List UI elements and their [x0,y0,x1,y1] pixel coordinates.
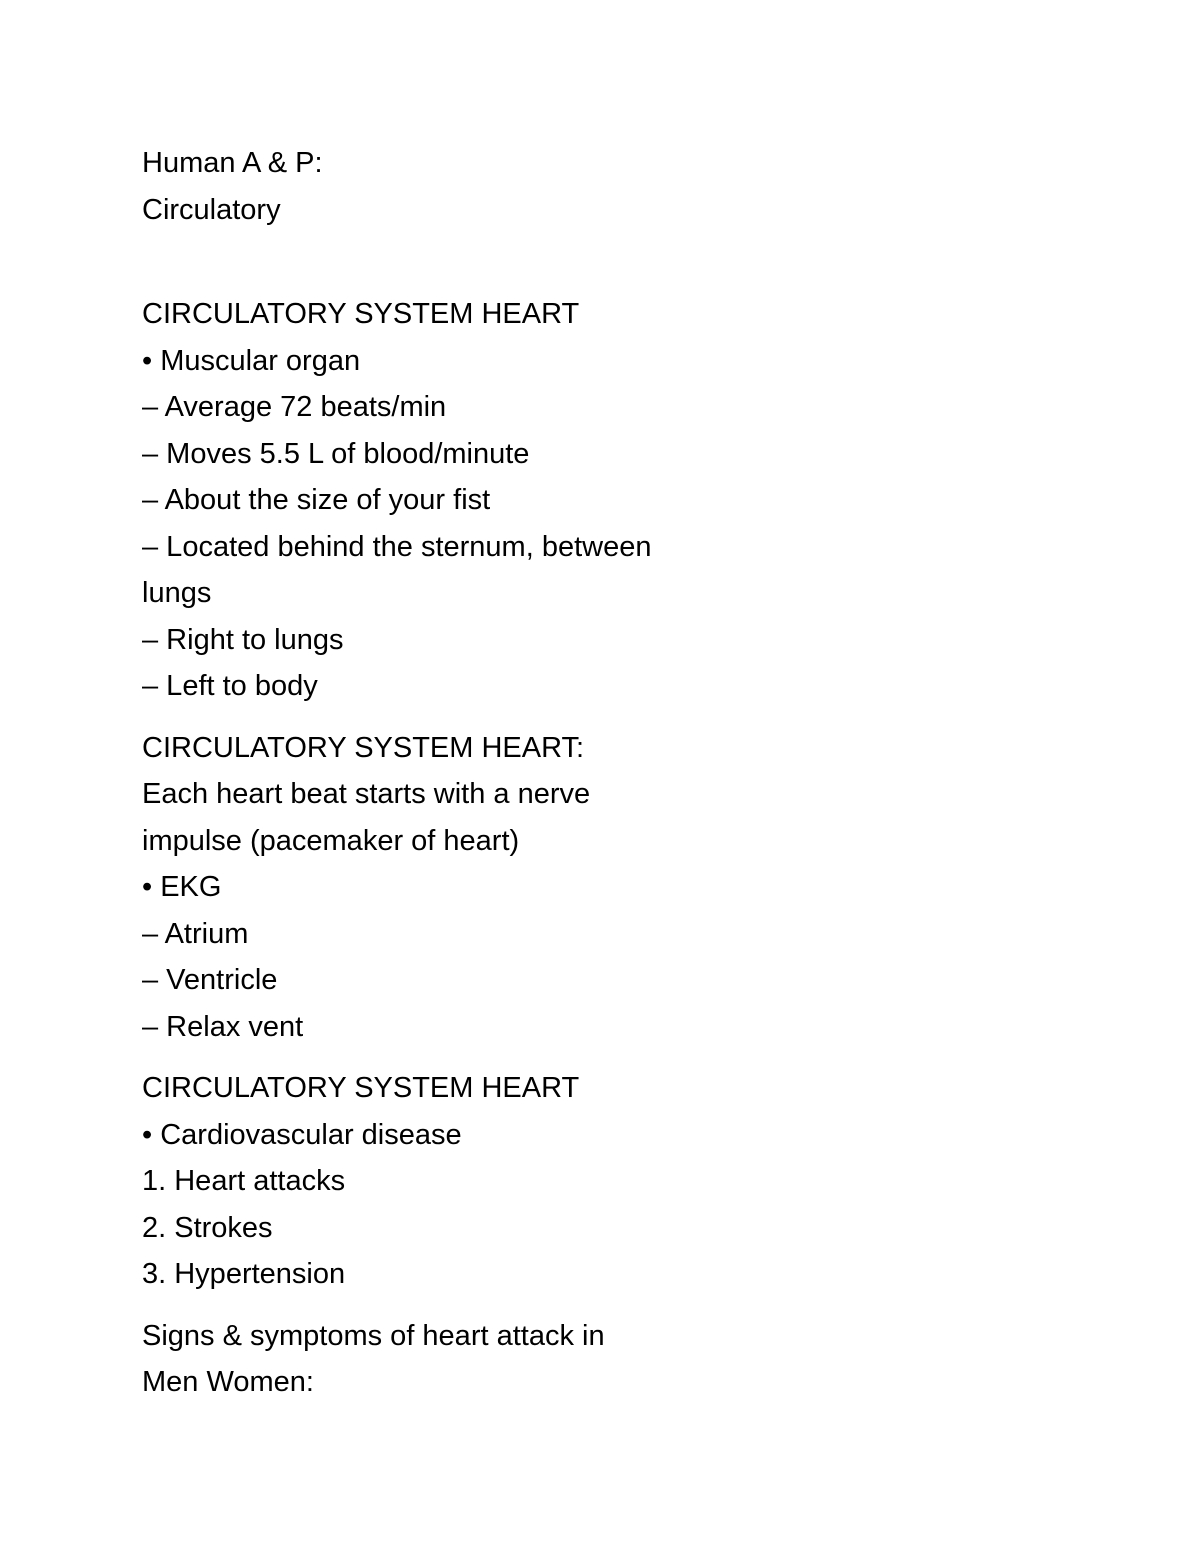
dash-line: – About the size of your fist [142,484,491,516]
spacer [142,1298,1042,1313]
dash-line: – Atrium [142,917,249,950]
section-heart-disease [142,1065,1042,1298]
dash-line: – Right to lungs [142,623,344,656]
section-heading: CIRCULATORY SYSTEM HEART [142,1072,580,1104]
dash-line: – Relax vent [142,1010,304,1043]
numbered-line: 1. Heart attacks [142,1165,346,1197]
section-heart-overview [142,291,1042,710]
dash-line: – Located behind the sternum, between [142,530,652,563]
section-heading: CIRCULATORY SYSTEM HEART [142,298,580,330]
dash-line: – Moves 5.5 L of blood/minute [142,437,530,470]
header-line-2: Circulatory [142,193,281,226]
numbered-line: 3. Hypertension [142,1258,346,1290]
spacer [142,233,1042,291]
section-heart-beat [142,725,1042,1051]
document-body [142,140,1042,1406]
dash-line: – Left to body [142,670,318,702]
bullet-line: • EKG [142,871,222,903]
numbered-line: 2. Strokes [142,1211,273,1244]
header-line-1: Human A & P: [142,147,323,179]
spacer [142,1050,1042,1065]
section-heart-attack-signs [142,1313,1042,1406]
dash-line: – Average 72 beats/min [142,391,447,423]
paragraph-line: Each heart beat starts with a nerve [142,778,591,810]
paragraph-line: Men Women: [142,1366,314,1398]
paragraph-line: Signs & symptoms of heart attack in [142,1319,605,1352]
continuation-line: lungs [142,577,212,609]
spacer [142,710,1042,725]
paragraph-line: impulse (pacemaker of heart) [142,824,520,857]
bullet-line: • Cardiovascular disease [142,1118,462,1151]
bullet-line: • Muscular organ [142,344,361,377]
dash-line: – Ventricle [142,964,278,996]
section-heading: CIRCULATORY SYSTEM HEART: [142,731,585,764]
